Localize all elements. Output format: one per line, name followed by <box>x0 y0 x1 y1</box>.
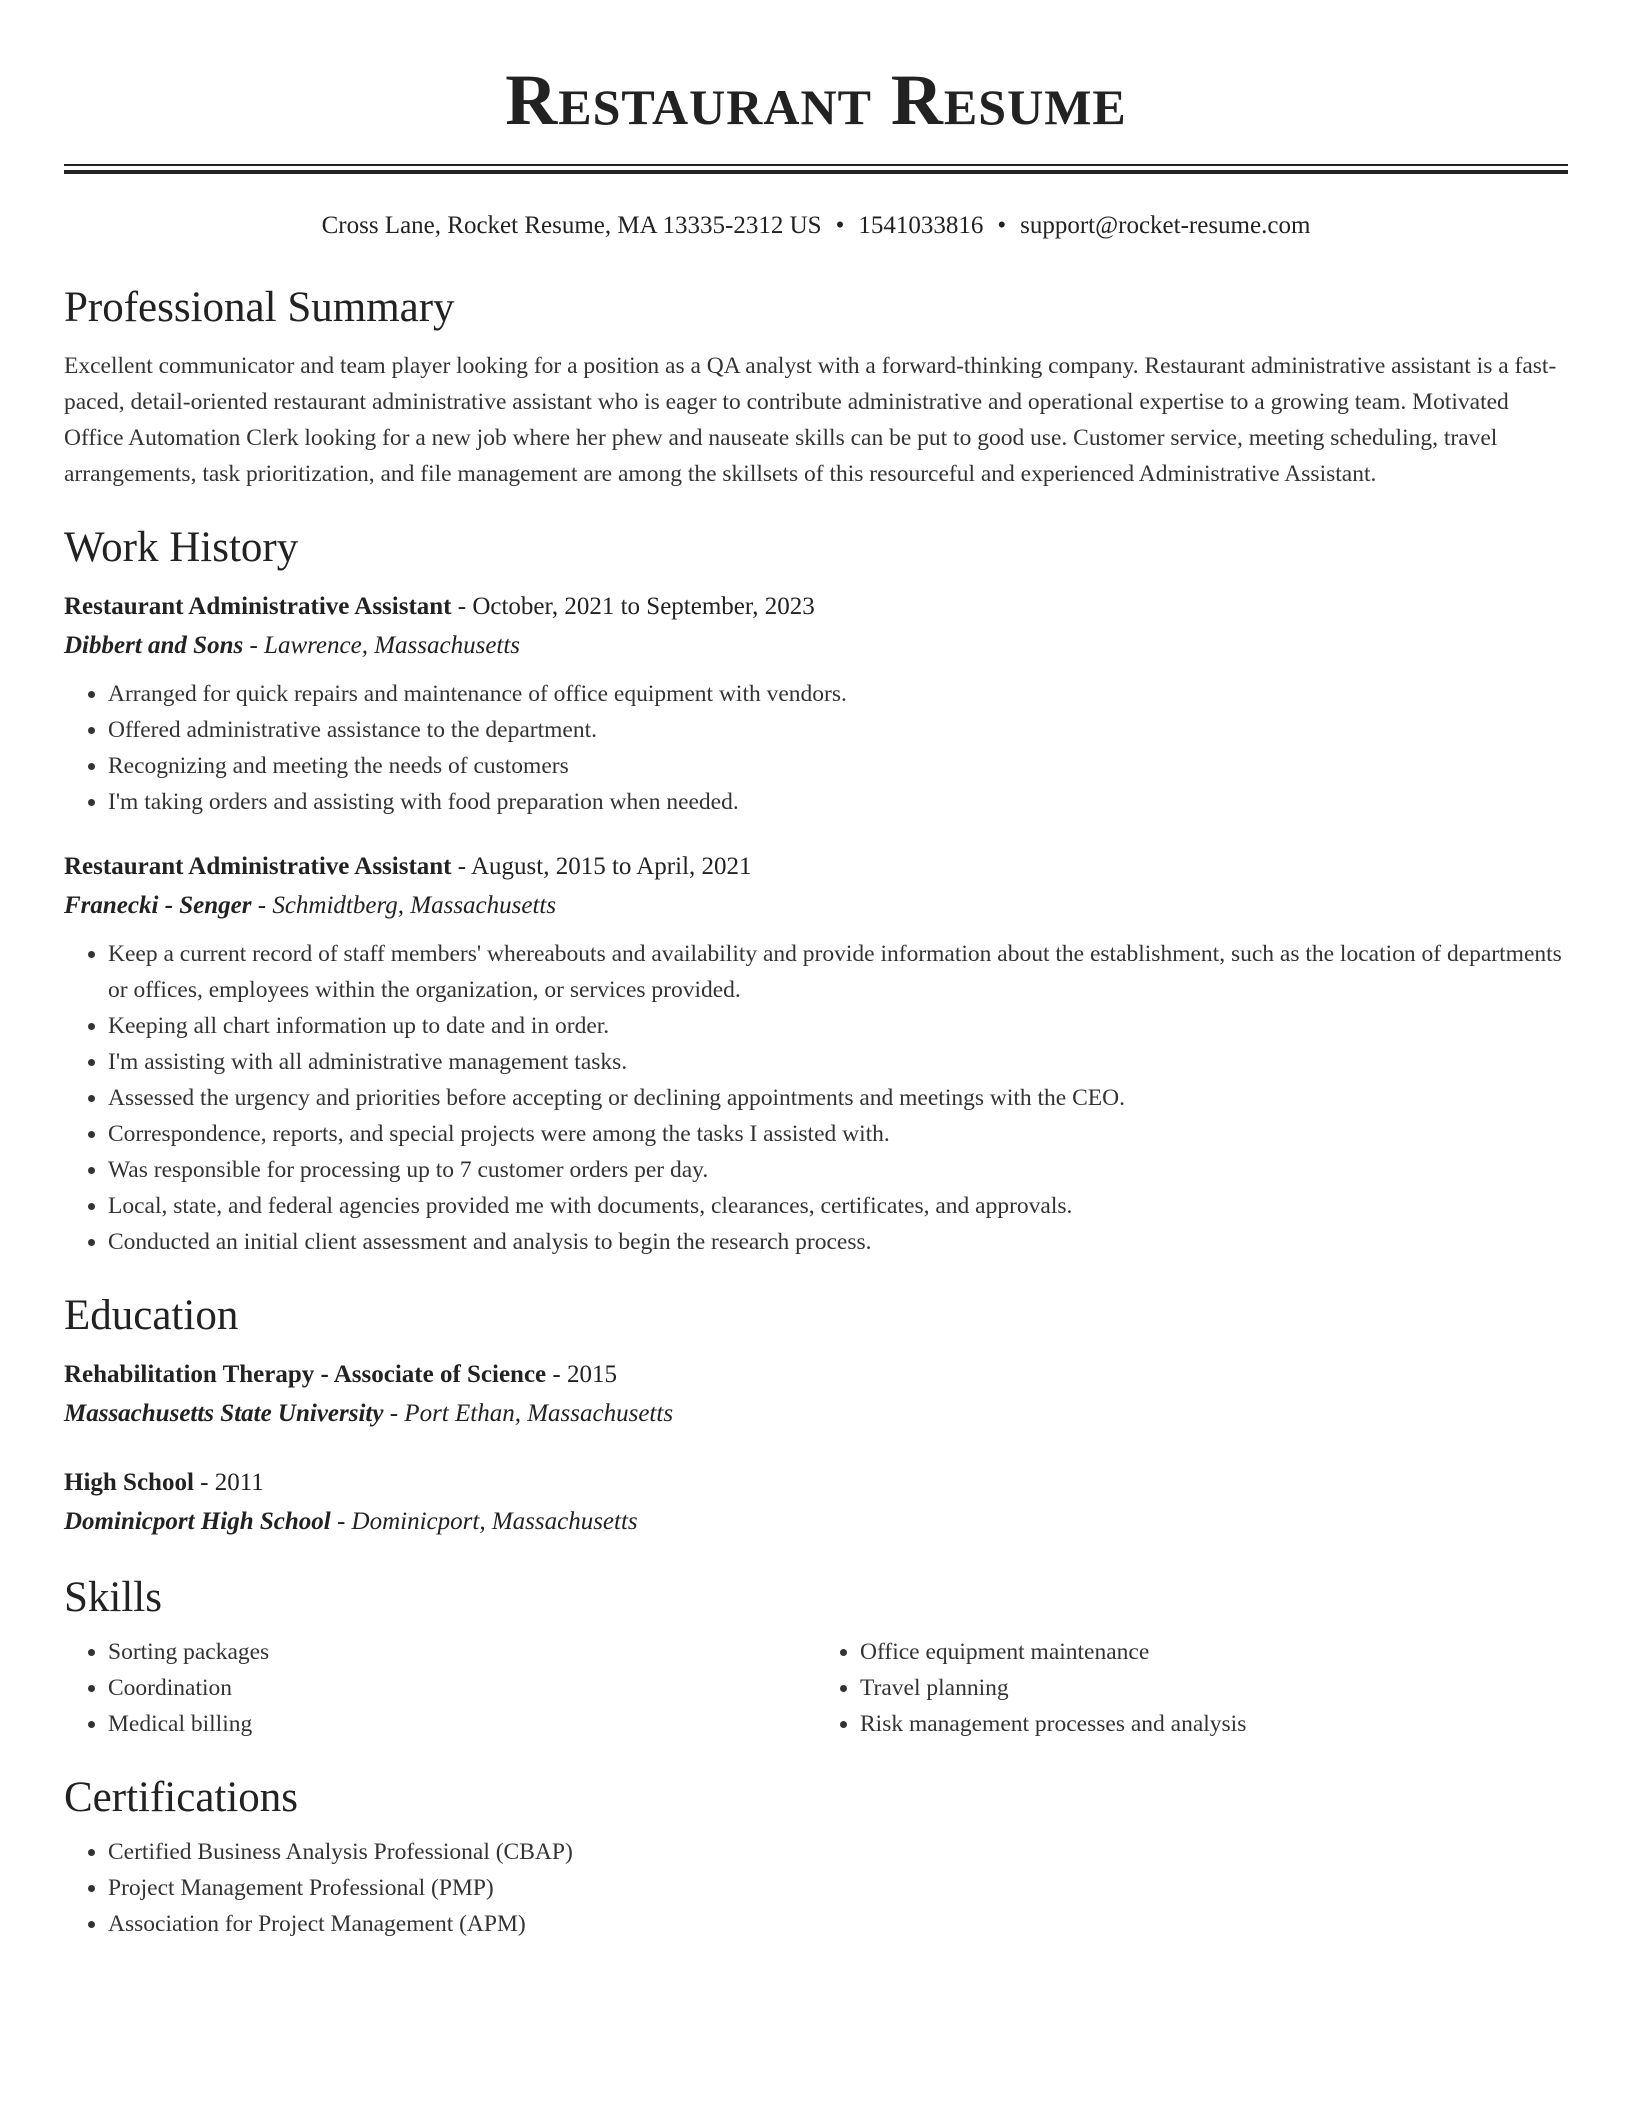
list-item: • Correspondence, reports, and special projects were among the tasks I assisted with. <box>108 1116 1568 1152</box>
skill-item: • Office equipment maintenance <box>860 1634 1568 1670</box>
degree-line <box>64 1356 1568 1394</box>
skill-item: • Travel planning <box>860 1670 1568 1706</box>
list-item: • Keep a current record of staff members' whereabouts and availability and provide information about the establishment, such as the location of departments or offices, employees within the organization, or services provided. <box>108 936 1568 1008</box>
title-divider <box>64 164 1568 174</box>
list-item: • Recognizing and meeting the needs of customers <box>108 748 1568 784</box>
skill-item: • Risk management processes and analysis <box>860 1706 1568 1742</box>
certifications-heading: Certifications <box>64 1774 299 1821</box>
job-dates: - August, 2015 to April, 2021 <box>451 853 752 880</box>
school-line <box>64 1502 1568 1542</box>
list-item: • Arranged for quick repairs and maintenance of office equipment with vendors. <box>108 676 1568 712</box>
job-title-line <box>64 588 1568 626</box>
list-item: • Assessed the urgency and priorities before accepting or declining appointments and meetings with the CEO. <box>108 1080 1568 1116</box>
graduation-year: - 2015 <box>546 1361 617 1388</box>
skill-item: • Sorting packages <box>108 1634 816 1670</box>
contact-address: Cross Lane, Rocket Resume, MA 13335-2312 US <box>321 212 822 239</box>
education-entry <box>64 1464 1568 1542</box>
school-location: - Port Ethan, Massachusetts <box>383 1400 674 1427</box>
school-name: Dominicport High School <box>64 1508 331 1535</box>
list-item: • Was responsible for processing up to 7 customer orders per day. <box>108 1152 1568 1188</box>
job-title: Restaurant Administrative Assistant <box>64 853 452 880</box>
divider-thick-line <box>64 170 1568 174</box>
list-item: • I'm assisting with all administrative management tasks. <box>108 1044 1568 1080</box>
job-company-line <box>64 626 1568 666</box>
summary-text: Excellent communicator and team player looking for a position as a QA analyst with a forward-thinking company. Restaurant administrative assistant is a fast-paced, detail-oriented restaurant administrative assistant who is eager to contribute administrative and operational expertise to a growing team. Motivated Office Automation Clerk looking for a new job where her phew and nauseate skills can be put to good use. Customer service, meeting scheduling, travel arrangements, task prioritization, and file management are among the skillsets of this resourceful and experienced Administrative Assistant. <box>64 353 1557 487</box>
job-company: Dibbert and Sons <box>64 632 244 659</box>
list-item: • Offered administrative assistance to the department. <box>108 712 1568 748</box>
job-location: - Lawrence, Massachusetts <box>243 632 521 659</box>
list-item: • I'm taking orders and assisting with food preparation when needed. <box>108 784 1568 820</box>
certifications-list <box>64 1834 1568 1942</box>
job-entry <box>64 588 1568 820</box>
degree-line <box>64 1464 1568 1502</box>
list-item: • Keeping all chart information up to date and in order. <box>108 1008 1568 1044</box>
school-line <box>64 1394 1568 1434</box>
job-bullets <box>64 676 1568 820</box>
certification-item: • Association for Project Management (APM) <box>108 1906 1568 1942</box>
skills-list-left <box>64 1634 816 1742</box>
resume-title: Restaurant Resume <box>505 60 1127 140</box>
list-item: • Conducted an initial client assessment and analysis to begin the research process. <box>108 1224 1568 1260</box>
school-location: - Dominicport, Massachusetts <box>330 1508 638 1535</box>
contact-line <box>64 210 1568 242</box>
job-title: Restaurant Administrative Assistant <box>64 593 452 620</box>
job-location: - Schmidtberg, Massachusetts <box>251 892 557 919</box>
list-item: • Local, state, and federal agencies provided me with documents, clearances, certificates, and approvals. <box>108 1188 1568 1224</box>
degree: Rehabilitation Therapy - Associate of Science <box>64 1361 547 1388</box>
job-entry <box>64 848 1568 1260</box>
work-history-heading: Work History <box>64 524 299 571</box>
certification-item: • Certified Business Analysis Professional (CBAP) <box>108 1834 1568 1870</box>
skills-columns <box>64 1634 1568 1742</box>
skills-list-right <box>816 1634 1568 1742</box>
job-dates: - October, 2021 to September, 2023 <box>451 593 815 620</box>
education-heading: Education <box>64 1292 239 1339</box>
skills-heading: Skills <box>64 1574 162 1621</box>
job-bullets <box>64 936 1568 1260</box>
degree: High School <box>64 1469 194 1496</box>
graduation-year: - 2011 <box>193 1469 264 1496</box>
certification-item: • Project Management Professional (PMP) <box>108 1870 1568 1906</box>
skill-item: • Coordination <box>108 1670 816 1706</box>
contact-separator: • <box>835 212 845 239</box>
school-name: Massachusetts State University <box>64 1400 384 1427</box>
summary-heading: Professional Summary <box>64 284 455 331</box>
job-company-line <box>64 886 1568 926</box>
skill-item: • Medical billing <box>108 1706 816 1742</box>
education-entry <box>64 1356 1568 1434</box>
divider-thin-line <box>64 164 1568 166</box>
job-title-line <box>64 848 1568 886</box>
contact-phone: 1541033816 <box>858 212 984 239</box>
contact-email: support@rocket-resume.com <box>1020 212 1311 239</box>
job-company: Franecki - Senger <box>64 892 252 919</box>
contact-separator: • <box>997 212 1007 239</box>
